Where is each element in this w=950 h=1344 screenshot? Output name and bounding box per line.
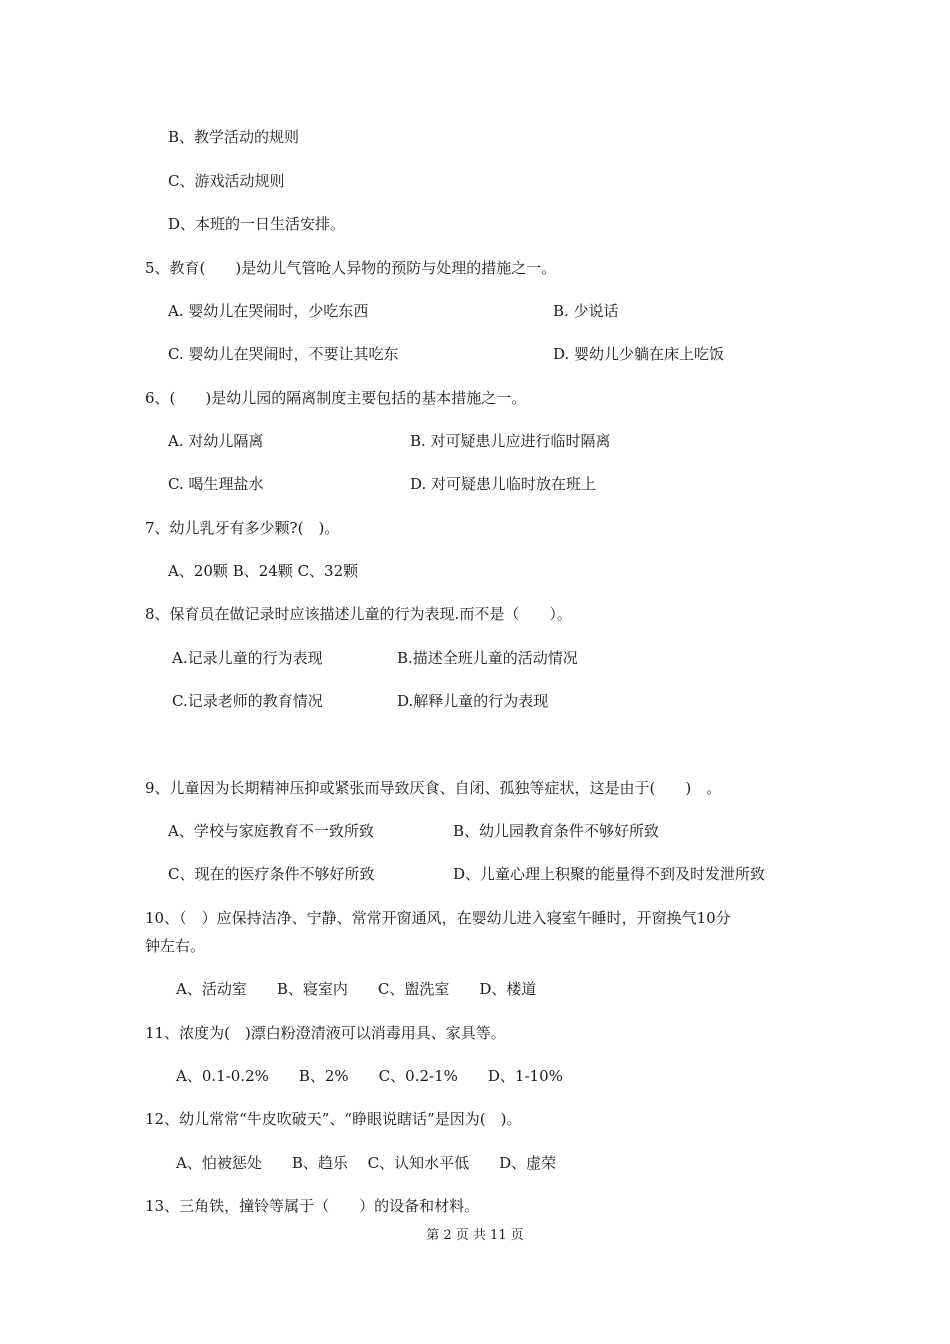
q8-option-c: C.记录老师的教育情况 <box>172 692 323 710</box>
q6-option-d: D. 对可疑患儿临时放在班上 <box>410 475 597 493</box>
q4-option-d: D、本班的一日生活安排。 <box>168 215 346 233</box>
q9-option-a: A、学校与家庭教育不一致所致 <box>168 822 374 840</box>
q5-option-b: B. 少说话 <box>553 302 619 320</box>
q12-options: A、怕被惩处 B、趋乐 C、认知水平低 D、虚荣 <box>176 1154 557 1172</box>
q11-options: A、0.1-0.2% B、2% C、0.2-1% D、1-10% <box>176 1067 563 1085</box>
q8-stem: 8、保育员在做记录时应该描述儿童的行为表现.而不是（ ）。 <box>145 605 572 623</box>
q5-option-c: C. 婴幼儿在哭闹时，不要让其吃东 <box>168 345 399 363</box>
q11-stem: 11、浓度为( )漂白粉澄清液可以消毒用具、家具等。 <box>145 1024 506 1042</box>
q5-option-a: A. 婴幼儿在哭闹时，少吃东西 <box>168 302 369 320</box>
q10-stem-line1: 10、（ ）应保持洁净、宁静、常常开窗通风，在婴幼儿进入寝室午睡时，开窗换气10分 <box>145 909 731 927</box>
q10-stem-line2: 钟左右。 <box>145 937 206 955</box>
q9-option-c: C、现在的医疗条件不够好所致 <box>168 865 375 883</box>
q6-stem: 6、( )是幼儿园的隔离制度主要包括的基本措施之一。 <box>145 389 527 407</box>
q5-stem: 5、教育( )是幼儿气管呛人异物的预防与处理的措施之一。 <box>145 259 557 277</box>
q13-stem: 13、三角铁，撞铃等属于（ ）的设备和材料。 <box>145 1197 480 1215</box>
page-number-footer: 第 2 页 共 11 页 <box>426 1228 524 1243</box>
q4-option-b: B、教学活动的规则 <box>168 128 300 146</box>
q8-option-b: B.描述全班儿童的活动情况 <box>397 649 578 667</box>
q6-option-b: B. 对可疑患儿应进行临时隔离 <box>410 432 611 450</box>
q12-stem: 12、幼儿常常“牛皮吹破天”、“睁眼说瞎话”是因为( )。 <box>145 1110 522 1128</box>
q6-option-c: C. 喝生理盐水 <box>168 475 264 493</box>
q5-option-d: D. 婴幼儿少躺在床上吃饭 <box>553 345 725 363</box>
q9-option-d: D、儿童心理上积聚的能量得不到及时发泄所致 <box>453 865 766 883</box>
q8-option-a: A.记录儿童的行为表现 <box>172 649 323 667</box>
q10-options: A、活动室 B、寝室内 C、盥洗室 D、楼道 <box>176 980 537 998</box>
q4-option-c: C、游戏活动规则 <box>168 172 285 190</box>
q9-stem: 9、儿童因为长期精神压抑或紧张而导致厌食、自闭、孤独等症状，这是由于( ) 。 <box>145 779 722 797</box>
q6-option-a: A. 对幼儿隔离 <box>168 432 264 450</box>
q7-stem: 7、幼儿乳牙有多少颗?( )。 <box>145 519 340 537</box>
q9-option-b: B、幼儿园教育条件不够好所致 <box>453 822 660 840</box>
q8-option-d: D.解释儿童的行为表现 <box>397 692 549 710</box>
q7-options: A、20颗 B、24颗 C、32颗 <box>168 562 359 580</box>
